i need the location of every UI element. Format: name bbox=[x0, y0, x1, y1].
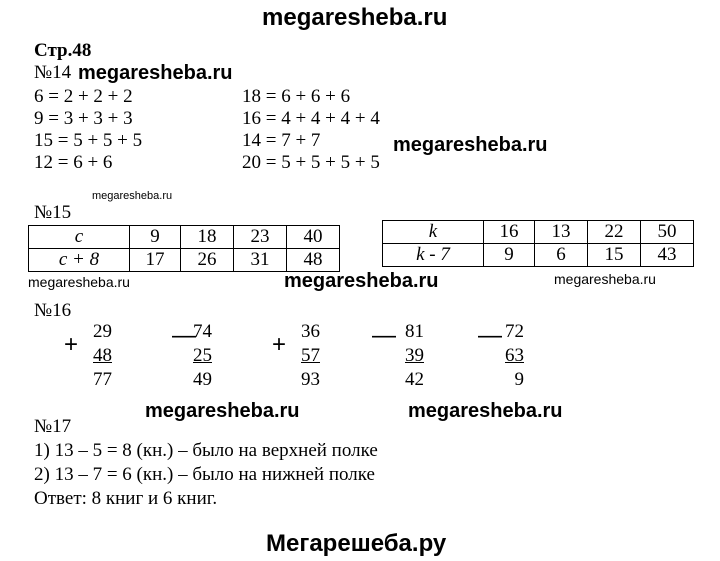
ex15-table-2 bbox=[382, 220, 694, 267]
operand: 81 bbox=[405, 321, 424, 342]
table-cell: 15 bbox=[588, 244, 641, 267]
table-cell: 16 bbox=[484, 221, 535, 244]
table-cell: c bbox=[29, 226, 130, 249]
answer-line: Ответ: 8 книг и 6 книг. bbox=[34, 488, 218, 509]
minus-sign: — bbox=[372, 322, 396, 349]
operand: 25 bbox=[193, 345, 212, 366]
equation: 20 = 5 + 5 + 5 + 5 bbox=[242, 152, 380, 173]
result: 9 bbox=[514, 369, 524, 390]
watermark-small: megaresheba.ru bbox=[28, 274, 130, 290]
table-cell: k - 7 bbox=[383, 244, 484, 267]
table-cell: k bbox=[383, 221, 484, 244]
result: 77 bbox=[93, 369, 112, 390]
page-label: Стр.48 bbox=[34, 40, 92, 61]
operand: 29 bbox=[93, 321, 112, 342]
table-cell: 6 bbox=[535, 244, 588, 267]
ex14-side-watermark: megaresheba.ru bbox=[393, 134, 548, 156]
table-cell: 9 bbox=[130, 226, 181, 249]
table-cell: 13 bbox=[535, 221, 588, 244]
header-watermark: megaresheba.ru bbox=[262, 4, 448, 31]
watermark-small: megaresheba.ru bbox=[554, 271, 656, 287]
ex14-label: №14 bbox=[34, 62, 72, 83]
operand: 36 bbox=[301, 321, 320, 342]
table-cell: c + 8 bbox=[29, 249, 130, 272]
ex17-label: №17 bbox=[34, 416, 72, 437]
table-cell: 23 bbox=[234, 226, 287, 249]
ex15-table-1 bbox=[28, 225, 340, 272]
table-cell: 50 bbox=[641, 221, 694, 244]
ex14-right-col bbox=[242, 86, 380, 174]
equation: 16 = 4 + 4 + 4 + 4 bbox=[242, 108, 380, 129]
table-cell: 26 bbox=[181, 249, 234, 272]
table-cell: 18 bbox=[181, 226, 234, 249]
watermark: megaresheba.ru bbox=[284, 270, 439, 292]
ex14-left-col bbox=[34, 86, 142, 174]
solution-line: 1) 13 – 5 = 8 (кн.) – было на верхней полке bbox=[34, 440, 378, 461]
result: 93 bbox=[301, 369, 320, 390]
ex16-label: №16 bbox=[34, 300, 72, 321]
table-cell: 9 bbox=[484, 244, 535, 267]
result: 42 bbox=[405, 369, 424, 390]
minus-sign: — bbox=[478, 322, 502, 349]
equation: 18 = 6 + 6 + 6 bbox=[242, 86, 351, 107]
table-cell: 17 bbox=[130, 249, 181, 272]
ex14-watermark: megaresheba.ru bbox=[78, 62, 233, 84]
table-cell: 22 bbox=[588, 221, 641, 244]
operand: 39 bbox=[405, 345, 424, 366]
ex17-solution bbox=[34, 440, 378, 510]
equation: 9 = 3 + 3 + 3 bbox=[34, 108, 133, 129]
footer-watermark: Мегарешеба.ру bbox=[266, 530, 447, 557]
operand: 63 bbox=[505, 345, 524, 366]
watermark: megaresheba.ru bbox=[145, 400, 300, 422]
table-cell: 31 bbox=[234, 249, 287, 272]
result: 49 bbox=[193, 369, 212, 390]
table-cell: 40 bbox=[287, 226, 340, 249]
plus-sign: + bbox=[64, 331, 79, 358]
equation: 12 = 6 + 6 bbox=[34, 152, 113, 173]
plus-sign: + bbox=[272, 331, 287, 358]
minus-sign: — bbox=[172, 322, 196, 349]
equation: 15 = 5 + 5 + 5 bbox=[34, 130, 143, 151]
table-cell: 43 bbox=[641, 244, 694, 267]
operand: 48 bbox=[93, 345, 112, 366]
equation: 14 = 7 + 7 bbox=[242, 130, 321, 151]
solution-line: 2) 13 – 7 = 6 (кн.) – было на нижней полке bbox=[34, 464, 375, 485]
table-cell: 48 bbox=[287, 249, 340, 272]
operand: 57 bbox=[301, 345, 320, 366]
watermark: megaresheba.ru bbox=[408, 400, 563, 422]
operand: 74 bbox=[193, 321, 212, 342]
operand: 72 bbox=[505, 321, 524, 342]
small-watermark: megaresheba.ru bbox=[92, 190, 173, 202]
ex15-label: №15 bbox=[34, 202, 72, 223]
equation: 6 = 2 + 2 + 2 bbox=[34, 86, 133, 107]
